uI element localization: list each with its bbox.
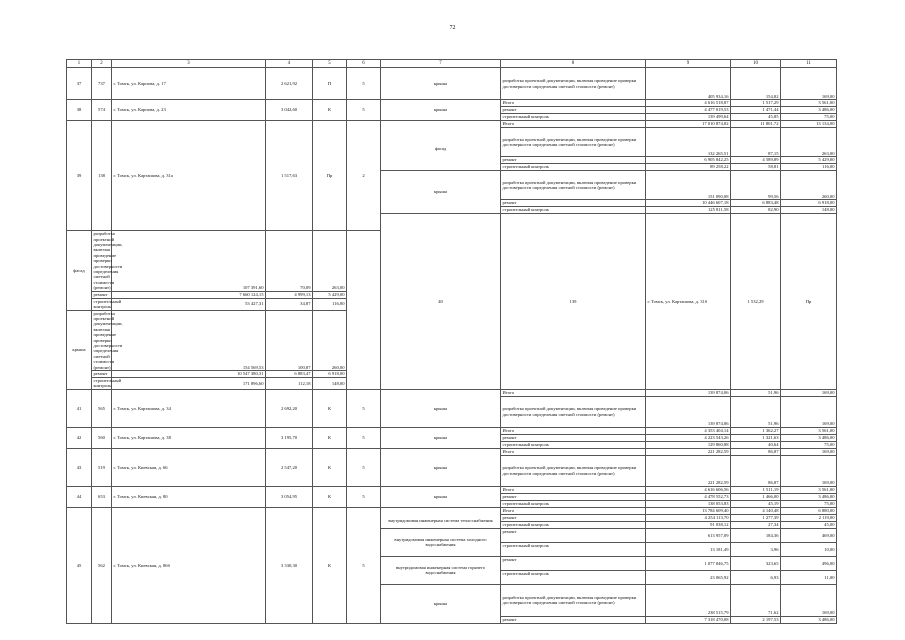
header-cell: 1 [67,60,92,68]
house-id: 560 [92,427,112,448]
cost: 221 282,59 [646,448,731,455]
element: крыша [381,427,501,448]
house-id: 574 [92,100,112,121]
unit-cost: 11 801,72 [731,121,781,128]
address: г. Томск, ул. Карташова, д. 31б [646,214,731,390]
address: г. Томск, ул. Карташова, д. 31а [112,121,266,231]
work-type: строительный контроль [501,521,646,528]
work-type: Итого [501,486,646,493]
page-number: 72 [449,25,456,31]
cost: 139 499,64 [646,114,731,121]
element-spacer [381,507,501,514]
cost: 4 478 552,73 [646,493,731,500]
limit-cost: 5 429,00 [781,157,837,164]
table-row [67,68,837,100]
cost: 91 038,12 [646,521,731,528]
cost: 89 258,22 [646,164,731,171]
work-type: строительный контроль [501,441,646,448]
limit-cost: 263,00 [781,128,837,157]
address: г. Томск, ул. Карташова, д. 34 [112,389,266,427]
limit-cost: 11,00 [781,570,837,584]
floors: 5 [347,100,381,121]
unit-cost: 71,62 [731,584,781,616]
work-type: Итого [501,100,646,107]
floors: 5 [347,427,381,448]
wall-material: Пр [781,214,837,390]
limit-cost: 45,00 [781,521,837,528]
unit-cost: 1 466,00 [731,493,781,500]
house-id: 138 [92,121,112,231]
wall-material: К [313,427,347,448]
area: 2 621,92 [266,68,313,100]
address: г. Томск, ул. Карпова, д. 17 [112,68,266,100]
unit-cost: 34,87 [266,298,313,310]
wall-material: Пр [313,121,347,231]
unit-cost: 45,85 [731,114,781,121]
work-type: разработка проектной документации, включая проведение проверки достоверности определения сметной стоимости (ремонт) [93,310,123,370]
table-row [67,486,837,493]
cost: 107 391,60 [112,231,266,291]
work-type: строительный контроль [501,114,646,121]
floors: 2 [347,121,381,231]
limit-cost: 10,00 [781,542,837,556]
limit-cost: 263,00 [313,231,347,291]
unit-cost: 112,18 [266,377,313,389]
cost: 138 053,83 [646,500,731,507]
work-type: Итого [501,448,646,455]
unit-cost: 58,81 [731,164,781,171]
cost: 238 515,79 [646,584,731,616]
area: 2 692,20 [266,389,313,427]
unit-cost: 6 883,47 [266,370,313,377]
cost: 7 318 470,08 [646,616,731,623]
work-type: Итого [501,507,646,514]
unit-cost: 87,15 [731,128,781,157]
unit-cost: 40,64 [731,441,781,448]
work-type: ремонт [501,514,646,521]
work-type: ремонт [501,157,646,164]
address: г. Томск, ул. Карпова, д. 23 [112,100,266,121]
unit-cost: 99,56 [731,171,781,200]
element: крыша [381,68,501,100]
cost: 13 181,49 [646,542,731,556]
unit-cost: 4 999,13 [266,291,313,298]
unit-cost: 3,96 [731,542,781,556]
area: 3 330,30 [266,507,313,623]
house-id: 139 [501,214,646,390]
unit-cost: 1 511,19 [731,486,781,493]
unit-cost: 1 321,63 [731,434,781,441]
cost: 405 934,16 [646,68,731,100]
cost: 139 874,06 [646,396,731,427]
limit-cost: 75,00 [781,441,837,448]
work-type: строительный контроль [93,377,122,389]
limit-cost: 496,00 [781,556,837,570]
element: крыша [381,389,501,427]
cost: 23 065,92 [646,570,731,584]
wall-material: П [313,68,347,100]
element: внутридомовая инженерная система теплоснабжения [381,514,501,528]
area: 2 547,20 [266,448,313,486]
limit-cost: 6 918,00 [781,200,837,207]
cost: 10 446 607,18 [646,200,731,207]
cost: 4 254 113,70 [646,514,731,521]
cost: 4 477 019,53 [646,107,731,114]
limit-cost: 169,00 [781,455,837,486]
cost: 171 896,60 [112,377,266,389]
work-type: Итого [501,389,646,396]
header-cell: 8 [501,60,646,68]
wall-material: К [313,100,347,121]
address: г. Томск, ул. Карташова, д. 38 [112,427,266,448]
wall-material: К [313,389,347,427]
work-type: разработка проектной документации, включая проведение проверки достоверности определения сметной стоимости (ремонт) [501,584,646,616]
work-type: ремонт [501,556,646,570]
work-type: ремонт [501,493,646,500]
area: 3 042,60 [266,100,313,121]
floors: 5 [347,507,381,623]
repair-register-table [66,59,837,624]
row-number: 45 [67,507,92,623]
limit-cost: 469,00 [781,528,837,542]
cost: 151 090,08 [646,171,731,200]
cost: 125 811,58 [646,207,731,214]
address: г. Томск, ул. Киевская, д. 66 [112,448,266,486]
header-cell: 7 [381,60,501,68]
unit-cost: 1 517,29 [731,100,781,107]
cost: 4 353 404,14 [646,427,731,434]
work-type: разработка проектной документации, включая проведение проверки достоверности определения сметной стоимости (ремонт) [501,128,646,157]
limit-cost: 169,00 [781,389,837,396]
unit-cost: 86,87 [731,448,781,455]
cost: 221 282,59 [646,455,731,486]
work-type: Итого [501,427,646,434]
table-row [67,507,837,514]
limit-cost: 148,00 [781,207,837,214]
header-cell: 6 [347,60,381,68]
element: внутридомовая инженерная система горячего водоснабжения [381,556,501,584]
limit-cost: 260,00 [781,171,837,200]
house-id: 653 [92,486,112,507]
unit-cost: 45,19 [731,500,781,507]
area: 1 532,29 [731,214,781,390]
limit-cost: 3 486,00 [781,493,837,500]
unit-cost: 100,87 [266,310,313,370]
cost: 17 010 874,82 [646,121,731,128]
area: 1 517,63 [266,121,313,231]
unit-cost: 323,65 [731,556,781,570]
element: крыша [381,100,501,121]
row-number: 38 [67,100,92,121]
limit-cost: 169,00 [781,68,837,100]
limit-cost: 260,00 [313,310,347,370]
limit-cost: 6 880,00 [781,507,837,514]
unit-cost: 2 197,53 [731,616,781,623]
unit-cost: 51,96 [731,396,781,427]
work-type: ремонт [501,434,646,441]
row-number: 41 [67,389,92,427]
limit-cost: 116,00 [313,298,347,310]
table-row [67,448,837,455]
limit-cost: 13 134,00 [781,121,837,128]
limit-cost: 3 486,00 [781,434,837,441]
header-cell: 4 [266,60,313,68]
table-row [67,121,837,128]
header-cell: 11 [781,60,837,68]
cost: 4 616 606,56 [646,486,731,493]
work-type: разработка проектной документации, включая проведение проверки достоверности определения сметной стоимости (ремонт) [501,171,646,200]
area: 3 195,70 [266,427,313,448]
cost: 10 547 380,31 [112,370,266,377]
element: внутридомовая инженерная система холодного водоснабжения [381,528,501,556]
floors: 5 [347,448,381,486]
unit-cost: 51,96 [731,389,781,396]
element-spacer [381,121,501,128]
unit-cost: 4 589,89 [731,157,781,164]
work-type: разработка проектной документации, включая проведение проверки достоверности определения сметной стоимости (ремонт) [93,231,123,291]
cost: 154 569,53 [112,310,266,370]
header-cell: 2 [92,60,112,68]
header-cell: 9 [646,60,731,68]
limit-cost: 169,00 [781,448,837,455]
element: фасад [67,231,92,310]
unit-cost: 70,09 [266,231,313,291]
limit-cost: 3 561,00 [781,100,837,107]
limit-cost: 6 918,00 [313,370,347,377]
row-number: 39 [67,121,92,231]
table-row [67,427,837,434]
limit-cost: 3 486,00 [781,107,837,114]
cost: 613 957,09 [646,528,731,542]
table-row [67,100,837,107]
wall-material: К [313,448,347,486]
row-number: 40 [381,214,501,390]
cost: 6 905 842,25 [646,157,731,164]
row-number: 37 [67,68,92,100]
element: крыша [381,171,501,214]
unit-cost: 4 140,48 [731,507,781,514]
header-row [67,60,837,68]
work-type: ремонт [501,528,646,542]
cost: 132 265,51 [646,128,731,157]
work-type: строительный контроль [501,207,646,214]
house-id: 737 [92,68,112,100]
unit-cost: 1 277,39 [731,514,781,521]
cost: 4 223 543,26 [646,434,731,441]
limit-cost: 2 119,00 [781,514,837,521]
floors: 5 [347,486,381,507]
limit-cost: 75,00 [781,114,837,121]
address: г. Томск, ул. Киевская, д. 86б [112,507,266,623]
row-number: 44 [67,486,92,507]
header-cell: 3 [112,60,266,68]
row-number: 42 [67,427,92,448]
header-cell: 10 [731,60,781,68]
wall-material: К [313,486,347,507]
house-id: 519 [92,448,112,486]
element: крыша [67,310,92,389]
house-id: 562 [92,507,112,623]
cost: 139 874,06 [646,389,731,396]
cost: 53 427,31 [112,298,266,310]
unit-cost: 1 471,44 [731,107,781,114]
floors: 5 [347,389,381,427]
unit-cost: 6 883,48 [731,200,781,207]
work-type: Итого [501,121,646,128]
cost: 4 616 518,87 [646,100,731,107]
floors: 5 [347,68,381,100]
element: крыша [381,448,501,486]
work-type: ремонт [92,291,112,298]
work-type: строительный контроль [93,298,122,310]
work-type: разработка проектной документации, включая проведение проверки достоверности определения сметной стоимости (ремонт) [501,396,646,427]
work-type: ремонт [501,200,646,207]
element: крыша [381,584,501,623]
cost: 1 077 846,75 [646,556,731,570]
cost: 129 860,88 [646,441,731,448]
work-type: строительный контроль [501,164,646,171]
limit-cost: 75,00 [781,500,837,507]
unit-cost: 1 362,27 [731,427,781,434]
unit-cost: 86,87 [731,455,781,486]
work-type: ремонт [501,107,646,114]
unit-cost: 27,34 [731,521,781,528]
work-type: строительный контроль [501,542,646,556]
unit-cost: 6,93 [731,570,781,584]
unit-cost: 154,82 [731,68,781,100]
cost: 7 660 124,15 [112,291,266,298]
limit-cost: 3 561,00 [781,486,837,493]
work-type: ремонт [92,370,112,377]
unit-cost: 82,90 [731,207,781,214]
element: фасад [381,128,501,171]
house-id: 565 [92,389,112,427]
address: г. Томск, ул. Киевская, д. 80 [112,486,266,507]
work-type: разработка проектной документации, включая проведение проверки достоверности определения сметной стоимости (ремонт) [501,68,646,100]
unit-cost: 184,36 [731,528,781,542]
limit-cost: 116,00 [781,164,837,171]
work-type: разработка проектной документации, включая проведение проверки достоверности определения сметной стоимости (ремонт) [501,455,646,486]
work-type: строительный контроль [501,570,646,584]
limit-cost: 3 561,00 [781,427,837,434]
work-type: ремонт [501,616,646,623]
area: 3 054,95 [266,486,313,507]
element: крыша [381,486,501,507]
cost: 13 784 609,40 [646,507,731,514]
header-cell: 5 [313,60,347,68]
row-number: 43 [67,448,92,486]
wall-material: К [313,507,347,623]
limit-cost: 5 429,00 [313,291,347,298]
work-type: строительный контроль [501,500,646,507]
limit-cost: 148,00 [313,377,347,389]
limit-cost: 169,00 [781,584,837,616]
limit-cost: 169,00 [781,396,837,427]
table-row [67,389,837,396]
limit-cost: 3 486,00 [781,616,837,623]
